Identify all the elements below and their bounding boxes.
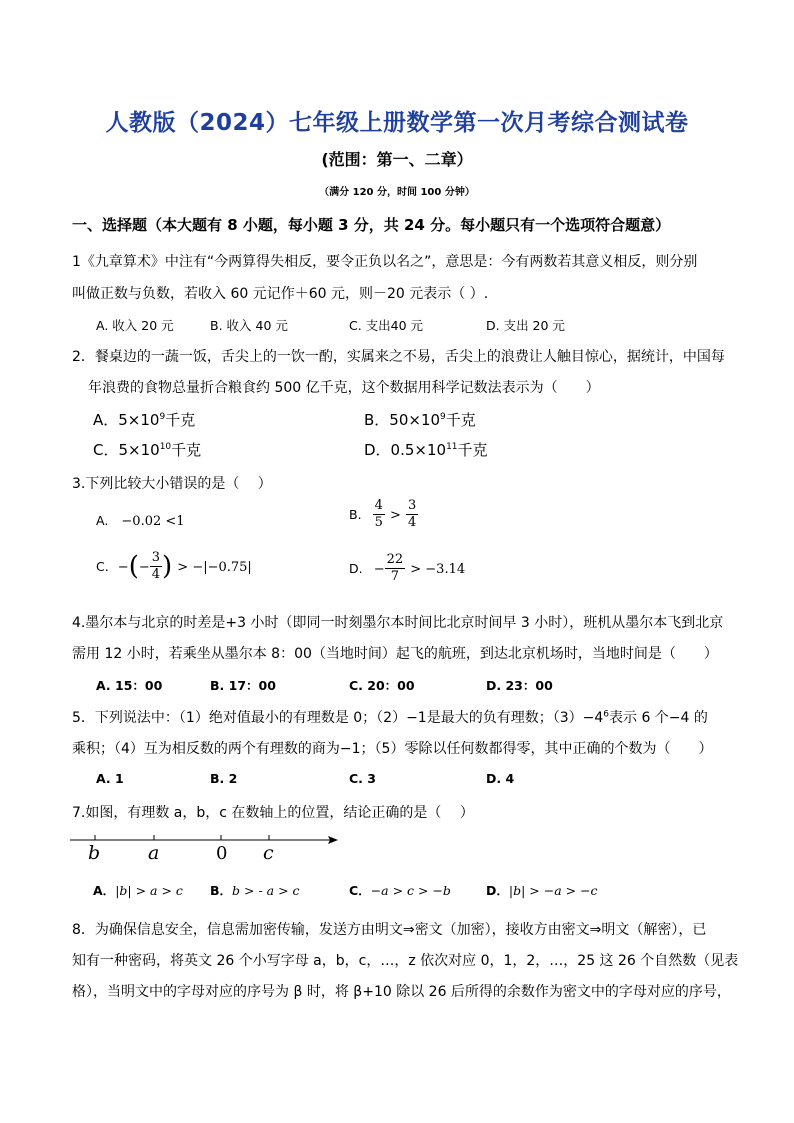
option-d: D. − $\frac{22}{7}$ > −3.14 [349, 552, 466, 584]
page-subtitle: (范围：第一、二章） [321, 150, 473, 169]
question-2-line-1: 2．餐桌边的一蔬一饭，舌尖上的一饮一酌，实属来之不易，舌尖上的浪费让人触目惊心，据统计，中国每 [72, 349, 725, 365]
option-c: C．$5\times 10^{10}$千克 [93, 441, 202, 459]
option-b: B. 2 [210, 771, 238, 786]
label-a: a [148, 842, 160, 864]
option-d: D. 23：00 [486, 678, 553, 693]
question-8-line-2: 知有一种密码，将英文 26 个小写字母 a，b，c，…，z 依次对应 0，1，2，…，25 这 26 个自然数（见表 [72, 953, 739, 969]
option-b: B. $\frac{4}{5}$ > $\frac{3}{4}$ [349, 498, 417, 530]
question-7-stem: 7.如图，有理数 a，b，c 在数轴上的位置，结论正确的是（ ） [72, 805, 474, 821]
option-a: A．|b| > a > c [93, 883, 183, 898]
question-1-line-1: 1《九章算术》中注有“今两算得失相反，要令正负以名之”，意思是：今有两数若其意义相反，则分别 [72, 254, 698, 270]
number-line-figure [68, 830, 340, 870]
option-a: A. −0.02 <1 [96, 513, 185, 529]
option-d: D. 支出 20 元 [486, 318, 565, 333]
option-c: C. −(− $\frac{3}{4}$ ) > −|−0.75| [96, 550, 252, 582]
label-zero: 0 [216, 843, 228, 864]
option-c: C. 支出40 元 [349, 318, 424, 333]
option-a: A. 收入 20 元 [96, 318, 174, 333]
option-b: B. 收入 40 元 [210, 318, 288, 333]
question-5-line-2: 乘积；（4）互为相反数的两个有理数的商为−1；（5）零除以任何数都得零，其中正确的个数为（ ） [72, 741, 713, 757]
option-d: D．|b| > −a > −c [486, 883, 598, 898]
option-c: C. 3 [349, 771, 376, 786]
question-1-line-2: 叫做正数与负数，若收入 60 元记作＋60 元，则－20 元表示（ ）. [72, 286, 489, 302]
option-d: D. 4 [486, 771, 515, 786]
option-c: C．−a > c > −b [349, 883, 451, 898]
question-3-stem: 3.下列比较大小错误的是（ ） [72, 476, 272, 492]
label-b: b [88, 842, 101, 864]
page-title: 人教版（2024）七年级上册数学第一次月考综合测试卷 [105, 110, 689, 136]
exam-note: （满分 120 分，时间 100 分钟） [319, 187, 475, 198]
option-a: A. 1 [96, 771, 124, 786]
option-a: A. 15：00 [96, 678, 163, 693]
question-2-line-2: 年浪费的食物总量折合粮食约 500 亿千克，这个数据用科学记数法表示为（ ） [88, 380, 600, 396]
option-b: B．b > - a > c [210, 883, 300, 898]
question-4-line-1: 4.墨尔本与北京的时差是+3 小时（即同一时刻墨尔本时间比北京时间早 3 小时），班机从墨尔本飞到北京 [72, 615, 724, 631]
option-b: B. 17：00 [210, 678, 276, 693]
question-8-line-1: 8．为确保信息安全，信息需加密传输，发送方由明文⇒密文（加密），接收方由密文⇒明文（解密），已 [72, 922, 707, 938]
question-8-line-3: 格），当明文中的字母对应的序号为 β 时，将 β+10 除以 26 后所得的余数作为密文中的字母对应的序号， [72, 984, 731, 1000]
question-4-line-2: 需用 12 小时，若乘坐从墨尔本 8：00（当地时间）起飞的航班，到达北京机场时，当地时间是（ ） [72, 646, 718, 662]
option-a: A．$5\times 10^9$千克 [93, 411, 196, 429]
question-5-line-1: 5．下列说法中：（1）绝对值最小的有理数是 0；（2）−1是最大的负有理数；$(3)-4^6$表示 6 个−4 的 [72, 709, 708, 726]
section-heading: 一、选择题（本大题有 8 小题，每小题 3 分，共 24 分。每小题只有一个选项符合题意） [72, 216, 671, 234]
option-b: B．$50\times 10^9$千克 [364, 411, 476, 429]
label-c: c [263, 842, 274, 864]
option-d: D．$0.5\times 10^{11}$千克 [364, 441, 488, 459]
option-c: C. 20：00 [349, 678, 415, 693]
